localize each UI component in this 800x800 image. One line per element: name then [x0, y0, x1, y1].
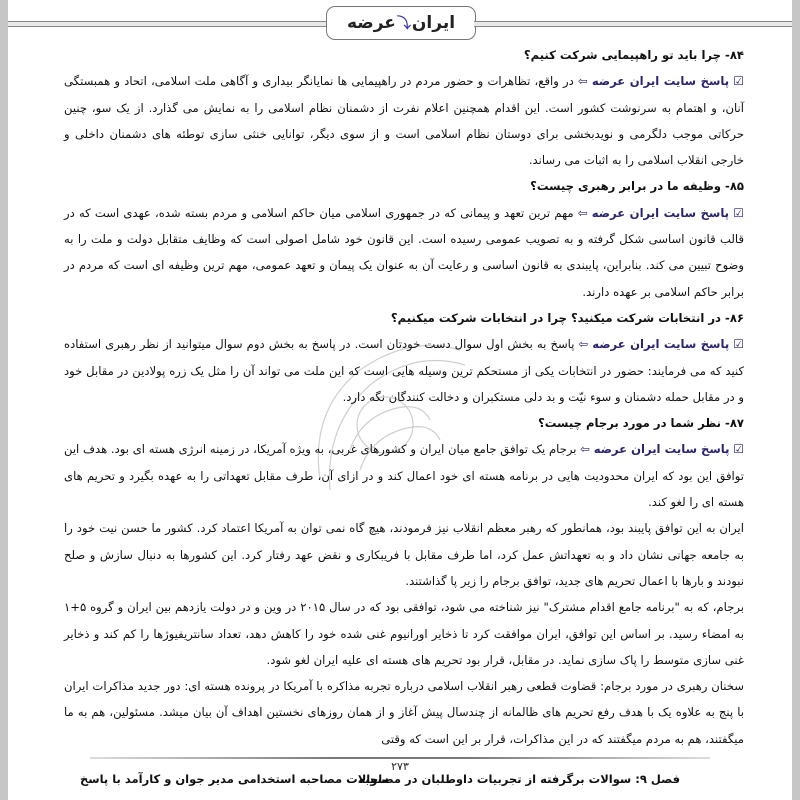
answer-label: پاسخ سایت ایران عرضه: [591, 74, 730, 89]
question-85: ۸۵- وظیفه ما در برابر رهبری چیست؟: [530, 179, 744, 194]
arrow-icon: ⇦: [577, 205, 588, 220]
answer-86: [64, 331, 744, 410]
book-title: سوالات مصاحبه استخدامی مدیر جوان و کارآمد با پاسخ: [80, 772, 389, 786]
logo-text-iran: ایران: [411, 13, 456, 33]
paragraph-jcpoa-definition: برجام، که به "برنامه جامع اقدام مشترک" نیز شناخته می شود، توافقی بود که در سال ۲۰۱۵ در وین و در دولت یازدهم بین ایران و گروه ۵+۱ به امضاء رسید. بر اساس این توافق، ایران موافقت کرد تا ذخایر اورانیوم غنی شده خود را کاهش دهد، تعداد سانتریفیوژها را کم کند و ذخایر غنی سازی متوسط را پاک سازی نماید. در مقابل، قرار بود تحریم های هسته ای علیه ایران لغو شود.: [64, 600, 744, 667]
logo-arrow-icon: ⤵: [396, 16, 411, 32]
page-number: ۲۷۳: [391, 760, 409, 773]
content-body: [64, 42, 744, 752]
checkbox-icon: ☑: [733, 74, 745, 89]
paragraph-leader-remarks: سخنان رهبری در مورد برجام: قضاوت قطعی رهبر انقلاب اسلامی درباره تجربه مذاکره با آمریکا در پرونده هسته ای: دور جدید مذاکرات ایران با پنج به علاوه یک با هدف رفع تحریم های ظالمانه از چندسال پیش آغاز و از همان روزهای نخستین اهداف آن بیان میشد. مسئولین، هم به ما میگفتند، هم به مردم میگفتند که در این مذاکرات، قرار بر این است که وقتی: [64, 679, 744, 746]
checkbox-icon: ☑: [733, 442, 745, 457]
answer-label: پاسخ سایت ایران عرضه: [593, 442, 730, 457]
header-rule-right: [474, 21, 792, 27]
answer-label: پاسخ سایت ایران عرضه: [591, 205, 730, 220]
footer-rule: [90, 757, 710, 759]
question-84: ۸۴- چرا باید تو راهپیمایی شرکت کنیم؟: [523, 48, 744, 62]
question-87: ۸۷- نظر شما در مورد برجام چیست؟: [538, 416, 744, 431]
chapter-title: فصل ۹: سوالات برگرفته از تجربیات داوطلبان در مصاحبه: [358, 772, 680, 786]
arrow-icon: ⇦: [577, 74, 588, 89]
arrow-icon: ⇦: [580, 442, 590, 457]
answer-text: در واقع، تظاهرات و حضور مردم در راهپیمایی ها نمایانگر بیداری و آگاهی ملت اسلامی، اتحاد و همبستگی آنان، و اهتمام به سرنوشت کشور است. این اقدام همچنین اعلام نفرت از دشمنان نظام اسلامی را به نمایش می گذارد. از یک سو، چنین حرکاتی موجب دلگرمی و نویدبخشی برای دوستان نظام اسلامی است و از سوی دیگر، توانایی خنثی سازی توطئه های دشمنان داخلی و خارجی انقلاب اسلامی را به اثبات می رساند.: [64, 74, 744, 168]
answer-text: برجام یک توافق جامع میان ایران و کشورهای غربی، به ویژه آمریکا، در زمینه انرژی هسته ای بود. هدف این توافق این بود که ایران محدودیت هایی در برنامه هسته ای خود اعمال کند و در ازای آن، طرف مقابل تعهداتی را به عهده بگیرد و تحریم های هسته ای را لغو کند.: [64, 442, 744, 510]
document-page: [8, 0, 792, 800]
answer-text: پاسخ به بخش اول سوال دست خودتان است. در پاسخ به بخش دوم سوال میتوانید از نظر رهبری استفاده کنید که می فرمایند: حضور در انتخابات یکی از مستحکم ترین وسیله هایی است که این ملت می تواند آن را مثل یک زره پولادین در مقابل خود و در مقابل حمله دشمنان و سوء نیّت و بد دلی مستکبران و دخالت کنندگان نگه دارد.: [64, 337, 744, 404]
answer-85: [64, 200, 744, 305]
header-rule-left: [8, 21, 326, 27]
answer-87: [64, 436, 744, 515]
answer-label: پاسخ سایت ایران عرضه: [592, 337, 730, 352]
paragraph-jcpoa-commitment: ایران به این توافق پایبند بود، همانطور که رهبر معظم انقلاب نیز فرمودند، هیچ گاه نمی توان به آمریکا اعتماد کرد. کشور ما حسن نیت خود را به جامعه جهانی نشان داد و به تعهداتش عمل کرد، اما طرف مقابل با فریبکاری و نقض عهد رفتار کرد. این کشورها به دنبال سازش و صلح نبودند و بارها با اعمال تحریم های جدید، توافق برجام را زیر پا گذاشتند.: [64, 521, 744, 588]
arrow-icon: ⇦: [578, 337, 589, 352]
answer-84: [64, 68, 744, 173]
checkbox-icon: ☑: [733, 337, 745, 352]
question-86: ۸۶- در انتخابات شرکت میکنید؟ چرا در انتخابات شرکت میکنیم؟: [390, 310, 744, 325]
checkbox-icon: ☑: [733, 205, 745, 220]
answer-text: مهم ترین تعهد و پیمانی که در جمهوری اسلامی میان حاکم اسلامی و مردم بسته شده، عهدی است که در قالب قانون اساسی شکل گرفته و به تصویب عمومی رسیده است. این قانون خود شامل اصولی است که وظایف متقابل دولت و ملت را به وضوح تبیین می کند. بنابراین، پایبندی به قانون اساسی و رعایت آن به عنوان یک پیمان و تعهد عمومی، مهم ترین وظیفه ای است که مردم در برابر حاکم اسلامی بر عهده دارند.: [64, 205, 744, 299]
logo-text-arzeh: عرضه: [346, 13, 396, 33]
site-logo: [326, 6, 476, 40]
